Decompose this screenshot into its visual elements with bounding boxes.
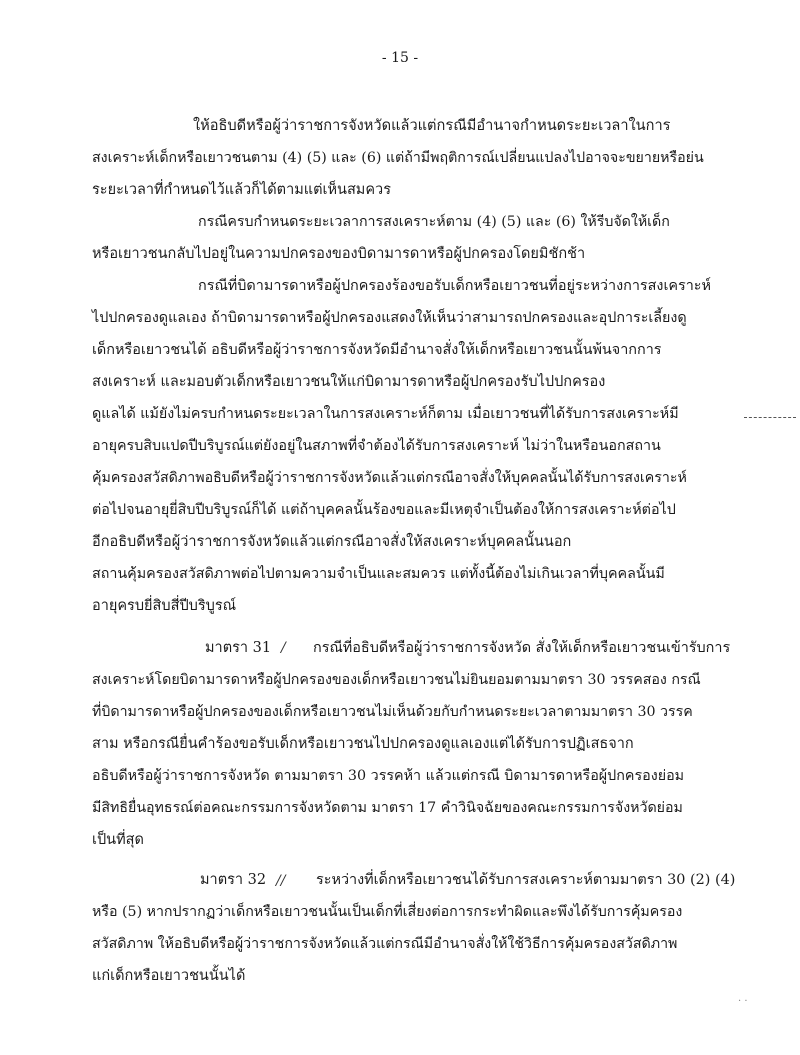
text-line: สงเคราะห์ และมอบตัวเด็กหรือเยาวชนให้แก่บิดามารดาหรือผู้ปกครองรับไปปกครอง (92, 374, 606, 390)
pen-tick-mark: / (281, 640, 286, 656)
text-line: แก่เด็กหรือเยาวชนนั้นได้ (92, 968, 246, 984)
text-line: มีสิทธิยื่นอุทธรณ์ต่อคณะกรรมการจังหวัดตาม มาตรา 17 คำวินิจฉัยของคณะกรรมการจังหวัดย่อม (92, 800, 683, 816)
text-line: อายุครบยี่สิบสี่ปีบริบูรณ์ (92, 598, 237, 614)
text-line: เด็กหรือเยาวชนได้ อธิบดีหรือผู้ว่าราชการจังหวัดมีอำนาจสั่งให้เด็กหรือเยาวชนนั้นพ้นจากการ (92, 342, 662, 358)
text-line: สาม หรือกรณียื่นคำร้องขอรับเด็กหรือเยาวชนไปปกครองดูแลเองแต่ได้รับการปฏิเสธจาก (92, 736, 634, 752)
dashed-rule (744, 417, 796, 418)
pen-tick-mark: // (276, 873, 286, 889)
text-line: ที่บิดามารดาหรือผู้ปกครองของเด็กหรือเยาวชนไม่เห็นด้วยกับกำหนดระยะเวลาตามมาตรา 30 วรรค (92, 704, 693, 720)
scan-speck: · · (738, 996, 748, 1007)
text-line: สถานคุ้มครองสวัสดิภาพต่อไปตามความจำเป็นและสมควร แต่ทั้งนี้ต้องไม่เกินเวลาที่บุคคลนั้นมี (92, 566, 665, 582)
text-line: ดูแลได้ แม้ยังไม่ครบกำหนดระยะเวลาในการสงเคราะห์ก็ตาม เมื่อเยาวชนที่ได้รับการสงเคราะห์มี (92, 406, 679, 422)
text-line: กรณีที่บิดามารดาหรือผู้ปกครองร้องขอรับเด็กหรือเยาวชนที่อยู่ระหว่างการสงเคราะห์ (198, 278, 712, 294)
text-line: หรือเยาวชนกลับไปอยู่ในความปกครองของบิดามารดาหรือผู้ปกครองโดยมิชักช้า (92, 246, 586, 262)
text-line: สงเคราะห์โดยบิดามารดาหรือผู้ปกครองของเด็กหรือเยาวชนไม่ยินยอมตามมาตรา 30 วรรคสอง กรณี (92, 672, 701, 688)
text-line: หรือ (5) หากปรากฏว่าเด็กหรือเยาวชนนั้นเป็นเด็กที่เสี่ยงต่อการกระทำผิดและพึงได้รับการคุ้มครอง (92, 904, 683, 920)
text-line: ระยะเวลาที่กำหนดไว้แล้วก็ได้ตามแต่เห็นสมควร (92, 182, 391, 198)
section-heading: มาตรา 32 (200, 872, 267, 888)
text-line: เป็นที่สุด (92, 832, 144, 848)
text-line: คุ้มครองสวัสดิภาพอธิบดีหรือผู้ว่าราชการจังหวัดแล้วแต่กรณีอาจสั่งให้บุคคลนั้นได้รับการสงเคราะห์ (92, 470, 687, 486)
text-line: กรณีที่อธิบดีหรือผู้ว่าราชการจังหวัด สั่งให้เด็กหรือเยาวชนเข้ารับการ (313, 640, 731, 656)
text-line: ให้อธิบดีหรือผู้ว่าราชการจังหวัดแล้วแต่กรณีมีอำนาจกำหนดระยะเวลาในการ (193, 117, 671, 134)
text-line: ระหว่างที่เด็กหรือเยาวชนได้รับการสงเคราะห์ตามมาตรา 30 (2) (4) (316, 872, 736, 888)
text-line: อายุครบสิบแปดปีบริบูรณ์แต่ยังอยู่ในสภาพที่จำต้องได้รับการสงเคราะห์ ไม่ว่าในหรือนอกสถาน (92, 438, 661, 454)
text-line: ไปปกครองดูแลเอง ถ้าบิดามารดาหรือผู้ปกครองแสดงให้เห็นว่าสามารถปกครองและอุปการะเลี้ยงดู (92, 310, 687, 326)
text-line: ต่อไปจนอายุยี่สิบปีบริบูรณ์ก็ได้ แต่ถ้าบุคคลนั้นร้องขอและมีเหตุจำเป็นต้องให้การสงเคราะห์ต่อไป (92, 502, 676, 518)
text-line: สวัสดิภาพ ให้อธิบดีหรือผู้ว่าราชการจังหวัดแล้วแต่กรณีมีอำนาจสั่งให้ใช้วิธีการคุ้มครองสวัสดิภาพ (92, 936, 678, 952)
text-line: สงเคราะห์เด็กหรือเยาวชนตาม (4) (5) และ (6) แต่ถ้ามีพฤติการณ์เปลี่ยนแปลงไปอาจจะขยายหรือย่น (92, 150, 704, 166)
text-line: กรณีครบกำหนดระยะเวลาการสงเคราะห์ตาม (4) (5) และ (6) ให้รีบจัดให้เด็ก (198, 214, 670, 230)
section-heading: มาตรา 31 (205, 640, 272, 656)
text-line: อธิบดีหรือผู้ว่าราชการจังหวัด ตามมาตรา 30 วรรคห้า แล้วแต่กรณี บิดามารดาหรือผู้ปกครองย่อม (92, 768, 685, 784)
text-line: อีกอธิบดีหรือผู้ว่าราชการจังหวัดแล้วแต่กรณีอาจสั่งให้สงเคราะห์บุคคลนั้นนอก (92, 534, 572, 550)
page-number: - 15 - (381, 50, 419, 66)
